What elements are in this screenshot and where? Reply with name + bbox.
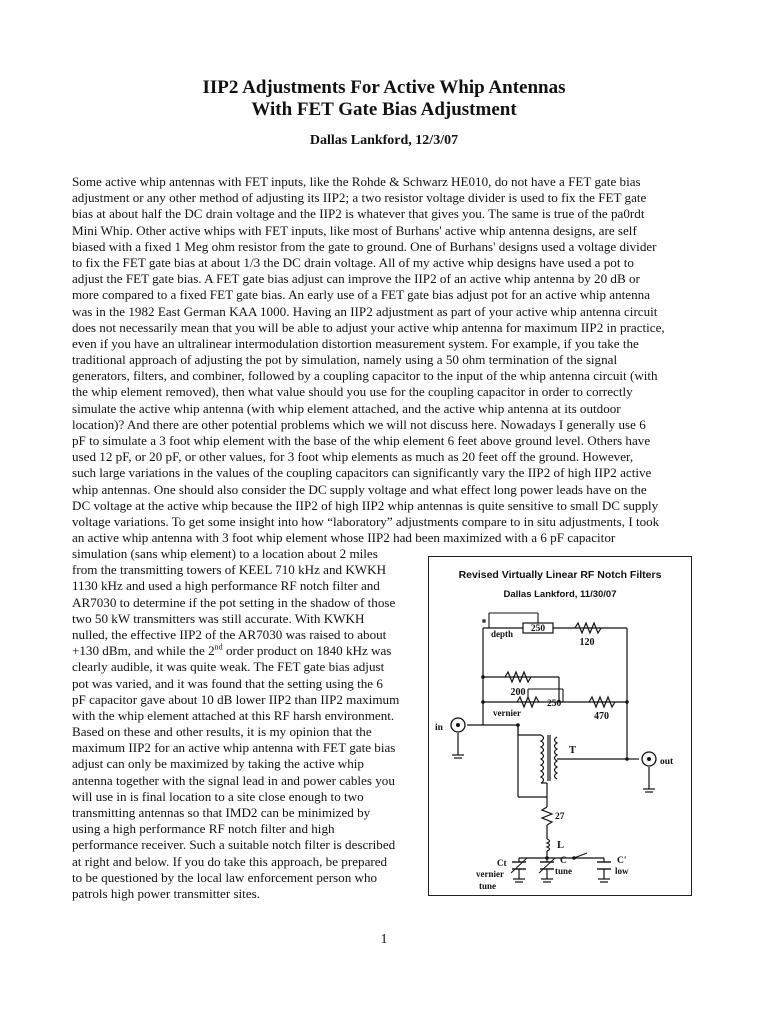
text-line: the whip element removed), then what value should you use for the coupling capacitor in order to correctly xyxy=(72,384,633,400)
text-line: simulation (sans whip element) to a location about 2 miles xyxy=(72,546,378,561)
text-line: location)? And there are other potential problems which we will not discuss here. Nowadays I generally use 6 xyxy=(72,416,646,432)
text-line: Based on these and other results, it is my opinion that the xyxy=(72,724,372,740)
text-line: antenna together with the signal lead in and power cables you xyxy=(72,772,395,788)
text-line: voltage variations. To get some insight into how “laboratory” adjustments compare to in situ adjustments, I took xyxy=(72,513,660,529)
text-line: adjust the FET gate bias. A FET gate bias adjust can improve the IIP2 of an active whip antenna by 20 dB or xyxy=(72,271,640,287)
inductor-L xyxy=(547,839,550,851)
body-paragraph-full-width xyxy=(72,174,692,546)
text-line: from the transmitting towers of KEEL 710 kHz and KWKH xyxy=(72,562,387,578)
label-depth: depth xyxy=(491,629,514,639)
text-line: to be questioned by the local law enforcement person who xyxy=(72,869,378,885)
label-ct: Ct xyxy=(497,858,507,868)
text-line: pF capacitor gave about 10 dB lower IIP2 than IIP2 maximum xyxy=(72,691,400,707)
label-out: out xyxy=(660,757,674,767)
text-line: maximum IIP2 for an active whip antenna with FET gate bias xyxy=(72,740,396,756)
text-line: pot was varied, and it was found that the setting using the 6 xyxy=(72,675,383,691)
text-line: was in the 1982 East German KAA 1000. Having an IIP2 adjustment as part of your active whip antenna circuit xyxy=(72,303,658,319)
text-line: +130 dBm, and while the 2nd order product on 1840 kHz was xyxy=(72,642,392,659)
notch-filter-schematic-figure xyxy=(428,556,692,896)
text-line: nulled, the effective IIP2 of the AR7030 was raised to about xyxy=(72,626,387,642)
label-27: 27 xyxy=(555,812,565,822)
text-line: simulate the active whip antenna (with whip element attached, and the active whip antenna at its outdoor xyxy=(72,400,621,416)
figure-subtitle: Dallas Lankford, 11/30/07 xyxy=(503,589,617,600)
label-vernier: vernier xyxy=(493,708,521,718)
label-ct-vernier: vernier xyxy=(476,869,504,879)
text-line: bias at about half the DC drain voltage and the IIP2 is whatever that gives you. The same is true of the pa0rdt xyxy=(72,206,645,222)
text-line: traditional approach of adjusting the pot by simulation, namely using a 50 ohm termination of the signal xyxy=(72,352,618,368)
label-200: 200 xyxy=(510,687,526,698)
text-line: such large variations in the values of the coupling capacitors can significantly vary the IIP2 of high IIP2 active xyxy=(72,465,652,481)
text-line: Mini Whip. Other active whips with FET inputs, like most of Burhans' active whip antenna designs, are self xyxy=(72,222,637,238)
label-c-tune: tune xyxy=(555,866,573,876)
text-line: even if you have an ultralinear intermodulation distortion measurement system. For example, if you take the xyxy=(72,335,639,351)
label-in: in xyxy=(435,723,443,733)
resistor-27 xyxy=(542,807,552,825)
text-line: more compared to a fixed FET gate bias. An early use of a FET gate bias adjust pot for an active whip antenna xyxy=(72,287,651,303)
label-c-prime: C' xyxy=(617,856,627,866)
page-number: 1 xyxy=(380,932,388,947)
text-line: two 50 kW transmitters was still accurate. With KWKH xyxy=(72,610,365,626)
figure-title: Revised Virtually Linear RF Notch Filters xyxy=(458,569,662,581)
text-line: performance receiver. Such a suitable notch filter is described xyxy=(72,837,396,853)
text-line: using a high performance RF notch filter and high xyxy=(72,821,335,837)
text-line: pF to simulate a 3 foot whip element with the base of the whip element 6 feet above ground level. Others have xyxy=(72,433,651,448)
label-470: 470 xyxy=(594,711,609,722)
text-line: clearly audible, it was quite weak. The FET gate bias adjust xyxy=(72,659,385,675)
transformer-coil xyxy=(541,735,557,783)
page-title-line-2: With FET Gate Bias Adjustment xyxy=(251,99,517,120)
text-line: DC voltage at the active whip because the IIP2 of high IIP2 whip antennas is quite sensitive to small DC supply xyxy=(72,497,659,513)
text-line: to fix the FET gate bias at about 1/3 the DC drain voltage. All of my active whip designs have used a pot to xyxy=(72,254,634,270)
schematic-diagram xyxy=(429,557,690,894)
schematic-wires xyxy=(452,628,655,882)
text-line: will use in is final location to a site close enough to two xyxy=(72,788,364,804)
text-line: adjust can only be maximized by taking the active whip xyxy=(72,756,364,772)
text-line: AR7030 to determine if the pot setting in the shadow of those xyxy=(72,594,396,610)
text-line: at right and below. If you do take this approach, be prepared xyxy=(72,853,388,869)
label-c: C xyxy=(560,856,567,866)
label-vernier-value: 250 xyxy=(547,699,562,709)
text-line: biased with a fixed 1 Meg ohm resistor from the gate to ground. One of Burhans' designs used a voltage divider xyxy=(72,238,657,254)
label-120: 120 xyxy=(579,637,595,648)
page-title-line-1: IIP2 Adjustments For Active Whip Antennas xyxy=(202,77,566,98)
label-inductor-L: L xyxy=(557,840,565,851)
text-line: does not necessarily mean that you will be able to adjust your active whip antenna for maximum IIP2 in practice, xyxy=(72,319,665,335)
resistor-symbols xyxy=(483,620,615,825)
body-paragraph-left-column xyxy=(72,546,422,902)
label-c-prime-low: low xyxy=(615,866,629,876)
label-ct-tune: tune xyxy=(479,881,497,891)
author-line: Dallas Lankford, 12/3/07 xyxy=(309,133,459,148)
text-line: adjustment or any other method of adjusting its IIP2; a two resistor voltage divider is used to fix the FET gate xyxy=(72,190,647,206)
text-line: transmitting antennas so that IMD2 can be minimized by xyxy=(72,805,371,820)
label-transformer-T: T xyxy=(569,745,577,756)
text-line: whip antennas. One should also consider the DC supply voltage and what effect long power leads have on the xyxy=(72,481,647,497)
text-line: patrols high power transmitter sites. xyxy=(72,885,261,901)
text-line: 1130 kHz and used a high performance RF notch filter and xyxy=(72,578,380,594)
text-line: Some active whip antennas with FET inputs, like the Rohde & Schwarz HE010, do not have a FET gate bias xyxy=(72,174,641,189)
text-line: with the whip element attached at this RF harsh environment. xyxy=(72,707,395,723)
text-line: an active whip antenna with 3 foot whip element whose IIP2 had been maximized with a 6 pF capacitor xyxy=(72,530,616,546)
text-line: used 12 pF, or 20 pF, or other values, for 3 foot whip elements as much as 20 feet off the ground. However, xyxy=(72,449,634,465)
label-depth-value: 250 xyxy=(530,624,546,634)
text-line: generators, filters, and combiner, followed by a coupling capacitor to the input of the whip antenna circuit (with xyxy=(72,368,658,384)
